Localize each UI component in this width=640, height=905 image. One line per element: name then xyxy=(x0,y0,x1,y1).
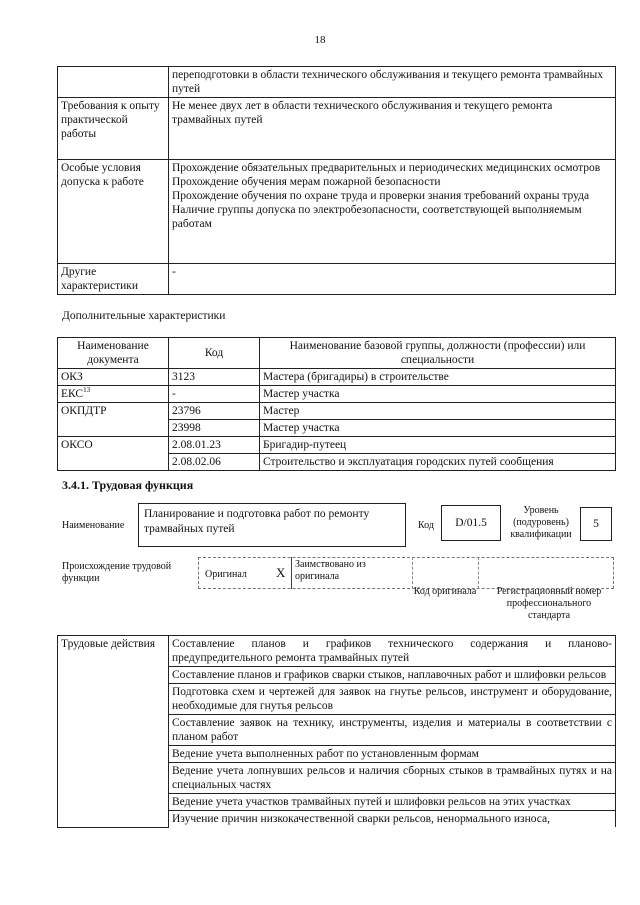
table-row xyxy=(58,386,616,403)
section-title: 3.4.1. Трудовая функция xyxy=(62,478,194,492)
table-row xyxy=(58,98,616,160)
cell-doc: ОКПДТР xyxy=(58,403,169,420)
borrowed-label: Заимствовано из оригинала xyxy=(295,559,366,582)
table-header-row xyxy=(58,338,616,369)
table-row xyxy=(58,454,616,471)
action-item: Составление планов и графиков технического содержания и планово-предупредительного ремонта трамвайных путей xyxy=(169,636,616,667)
action-item: Ведение учета выполненных работ по установленным формам xyxy=(169,746,616,763)
row-label: Требования к опыту практической работы xyxy=(58,98,169,160)
cell-code: 23796 xyxy=(169,403,260,420)
name-label: Наименование xyxy=(62,520,125,531)
reg-caption: Регистрационный номер профессионального стандарта xyxy=(496,586,602,621)
function-code-box xyxy=(441,505,501,541)
action-item: Ведение учета участков трамвайных путей и шлифовки рельсов на этих участках xyxy=(169,794,616,811)
row-label: Особые условия допуска к работе xyxy=(58,160,169,264)
action-item: Составление планов и графиков сварки стыков, наплавочных работ и шлифовки рельсов xyxy=(169,667,616,684)
table-row xyxy=(58,420,616,437)
cell-name: Строительство и эксплуатация городских путей сообщения xyxy=(260,454,616,471)
code-label: Код xyxy=(418,520,434,531)
header-name: Наименование базовой группы, должности (профессии) или специальности xyxy=(260,338,616,369)
level-label: Уровень (подуровень) квалификации xyxy=(510,505,572,540)
cell-doc: ОКЗ xyxy=(58,369,169,386)
table-row xyxy=(58,437,616,454)
cell-code: - xyxy=(169,386,260,403)
action-item: Подготовка схем и чертежей для заявок на гнутье рельсов, инструмент и оборудование, необходимые для гнутья рельсов xyxy=(169,684,616,715)
cell-doc: ЕКС$^{13}$ xyxy=(58,386,169,403)
cell-code: 3123 xyxy=(169,369,260,386)
characteristics-table xyxy=(57,337,616,471)
function-name: Планирование и подготовка работ по ремонту трамвайных путей xyxy=(144,508,370,535)
table-row xyxy=(58,160,616,264)
row-text: Прохождение обязательных предварительных и периодических медицинских осмотров Прохождение обучения мерам пожарной безопасности Прохождение обучения по охране труда и проверки знания требований охраны труда Наличие группы допуска по электробезопасности, соответствующей выполняемым работам xyxy=(169,160,616,264)
additional-title: Дополнительные характеристики xyxy=(62,310,226,322)
cell-name: Мастер участка xyxy=(260,386,616,403)
table-row xyxy=(58,67,616,98)
function-code: D/01.5 xyxy=(455,517,487,529)
original-label: Оригинал xyxy=(205,569,247,580)
row-text: переподготовки в области технического обслуживания и текущего ремонта трамвайных путей xyxy=(169,67,616,98)
cell-code: 2.08.02.06 xyxy=(169,454,260,471)
table-row xyxy=(58,403,616,420)
level-value: 5 xyxy=(593,518,599,530)
level-box xyxy=(580,507,612,541)
row-text: Не менее двух лет в области технического обслуживания и текущего ремонта трамвайных путей xyxy=(169,98,616,160)
action-item: Ведение учета лопнувших рельсов и наличия сборных стыков в трамвайных путях и на специальных частях xyxy=(169,763,616,794)
page-number: 18 xyxy=(314,34,326,46)
requirements-table xyxy=(57,66,616,295)
labor-actions-table xyxy=(57,635,616,828)
cell-doc xyxy=(58,454,169,471)
row-label: Другие характеристики xyxy=(58,264,169,295)
actions-label: Трудовые действия xyxy=(58,636,169,828)
footnote-ref: 13 xyxy=(83,386,91,395)
cell-name: Мастер участка xyxy=(260,420,616,437)
header-code: Код xyxy=(169,338,260,369)
function-name-box xyxy=(138,503,406,547)
cell-doc xyxy=(58,420,169,437)
table-row xyxy=(58,369,616,386)
cell-name: Мастер xyxy=(260,403,616,420)
row-label xyxy=(58,67,169,98)
cell-code: 2.08.01.23 xyxy=(169,437,260,454)
header-doc: Наименование документа xyxy=(58,338,169,369)
cell-code: 23998 xyxy=(169,420,260,437)
origin-box xyxy=(198,557,614,589)
row-text: - xyxy=(169,264,616,295)
cell-name: Мастера (бригадиры) в строительстве xyxy=(260,369,616,386)
origin-divider xyxy=(291,557,292,589)
origin-divider xyxy=(412,557,413,589)
cell-doc: ОКСО xyxy=(58,437,169,454)
origin-divider xyxy=(478,557,479,589)
table-row xyxy=(58,264,616,295)
action-item: Составление заявок на технику, инструменты, изделия и материалы в соответствии с планом работ xyxy=(169,715,616,746)
code-caption: Код оригинала xyxy=(413,586,477,597)
origin-label: Происхождение трудовой функции xyxy=(62,561,172,584)
original-mark: X xyxy=(276,565,286,580)
cell-name: Бригадир-путеец xyxy=(260,437,616,454)
table-row xyxy=(58,636,616,667)
action-item: Изучение причин низкокачественной сварки рельсов, ненормального износа, xyxy=(169,811,616,828)
